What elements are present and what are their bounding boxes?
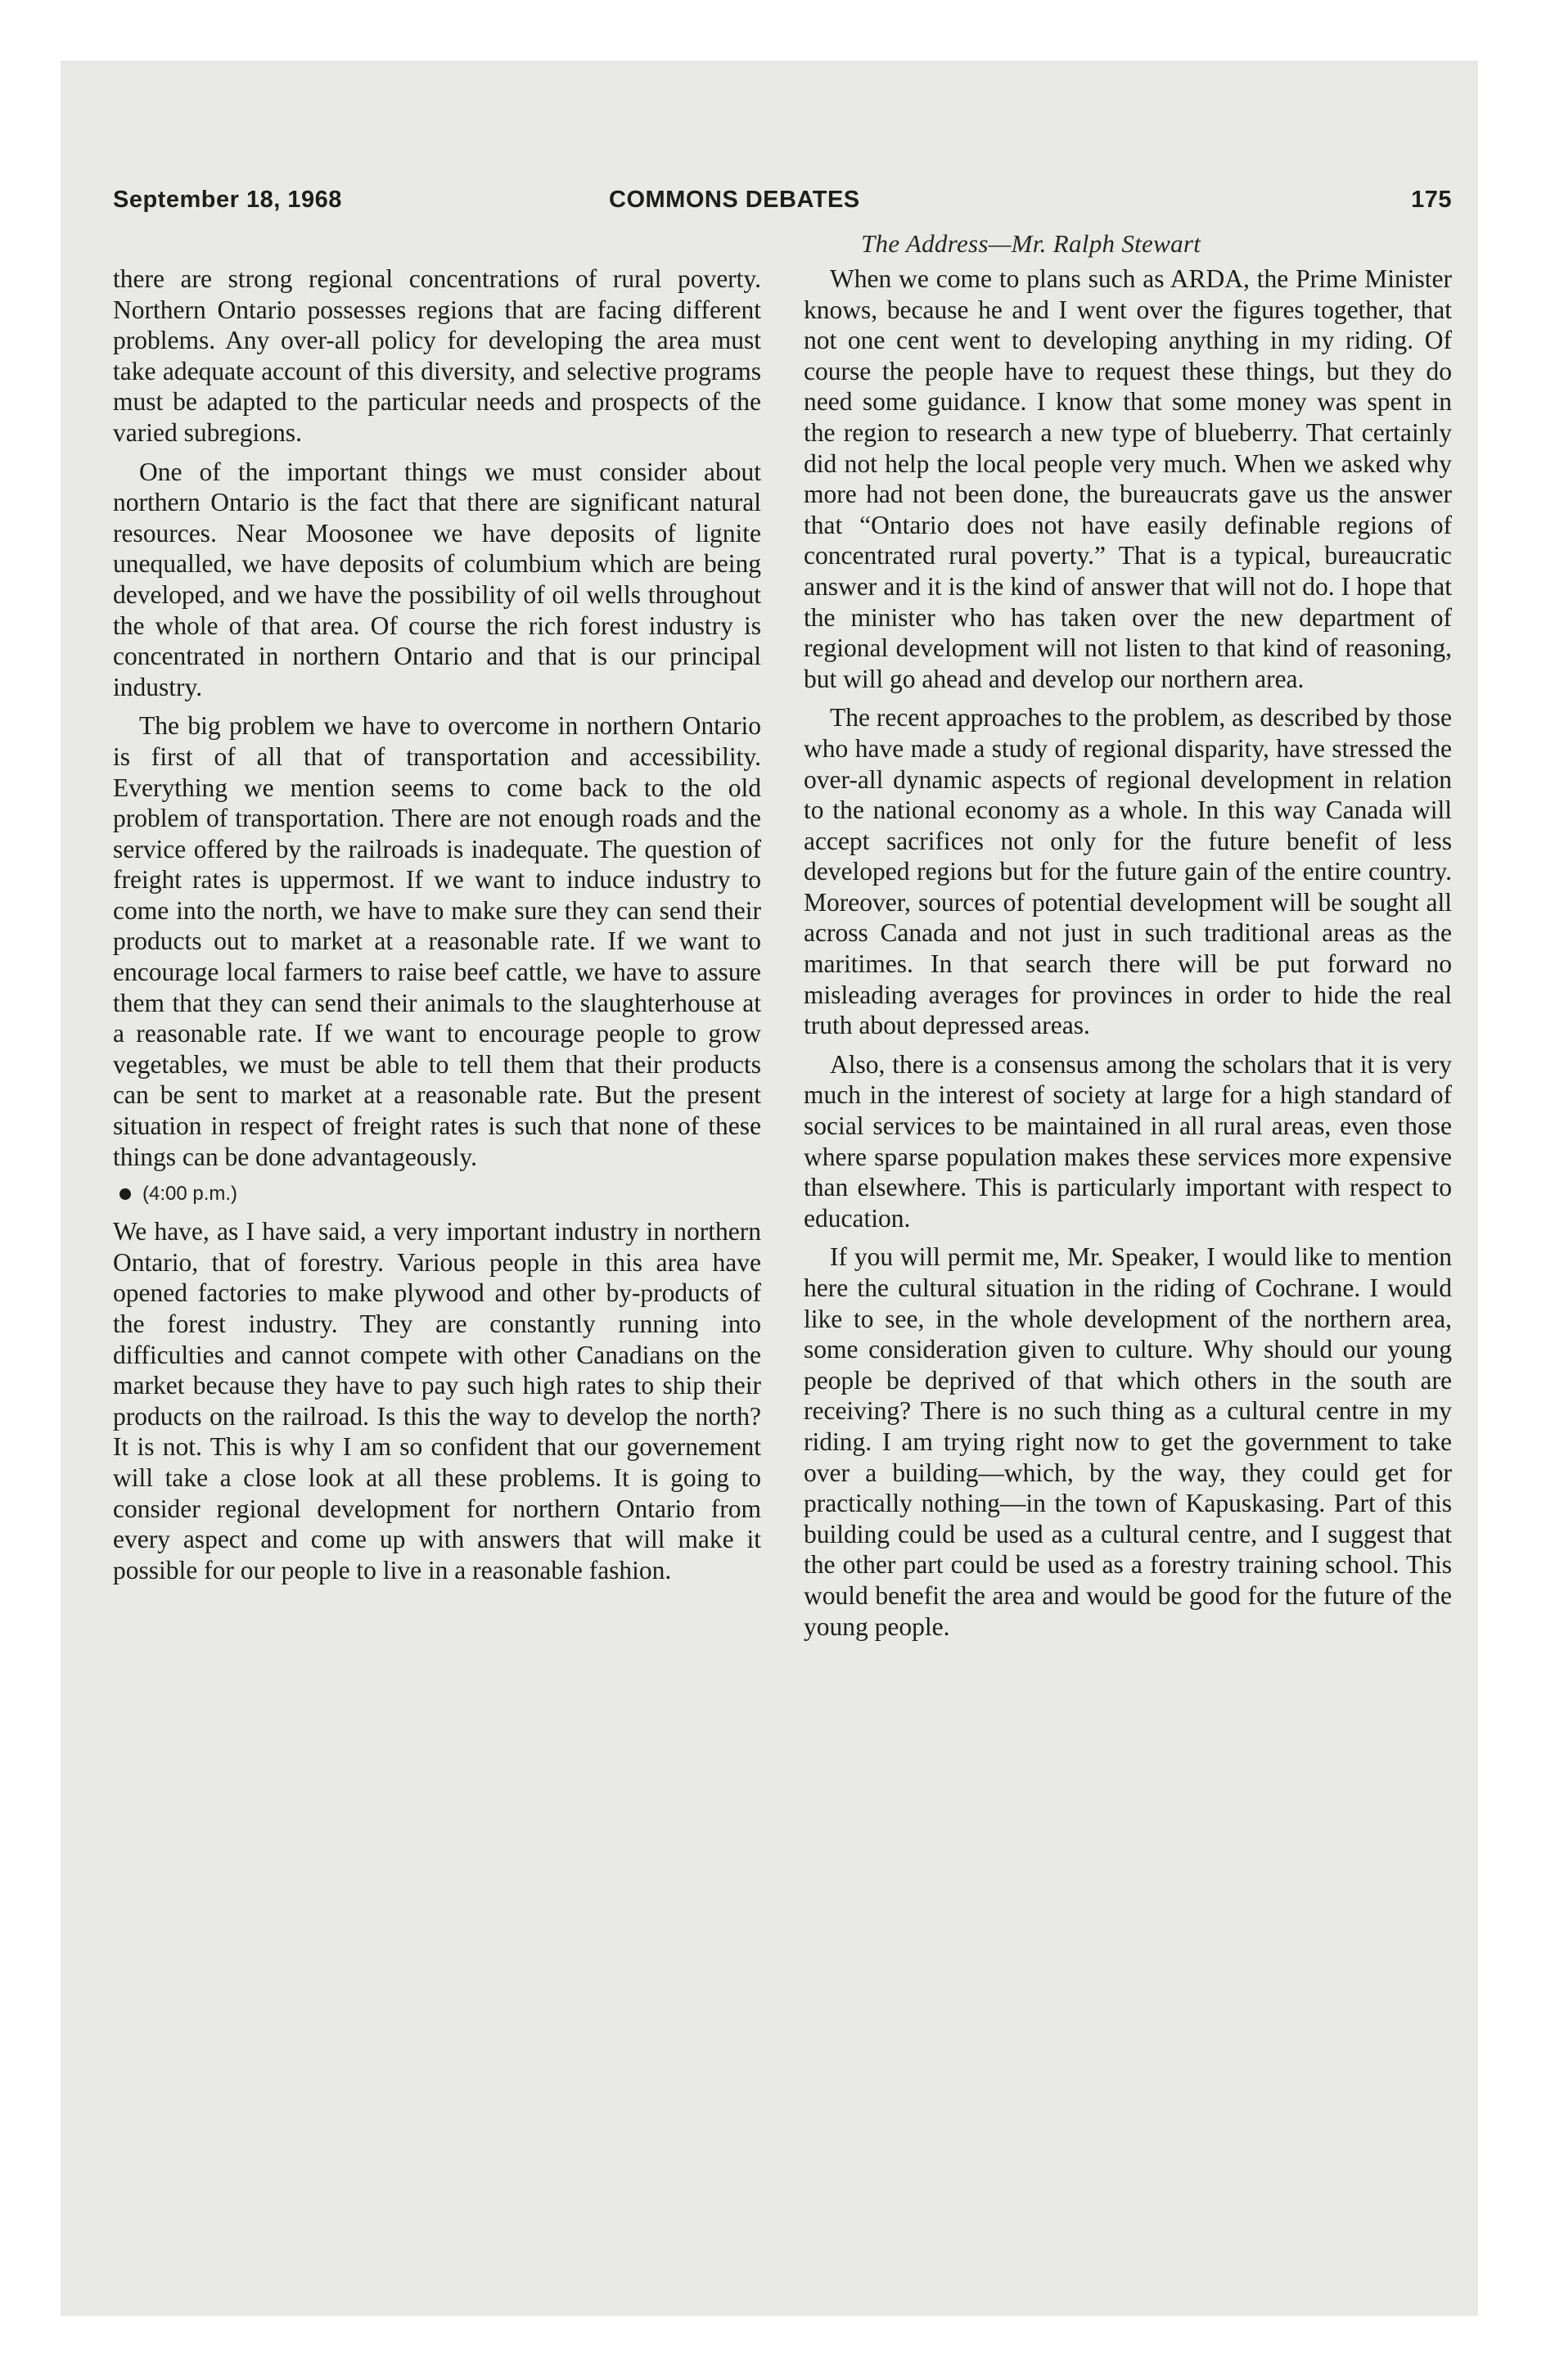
running-head: The Address—Mr. Ralph Stewart bbox=[861, 229, 1201, 258]
left-paragraph-2: One of the important things we must consider about northern Ontario is the fact that there are significant natural resources. Near Moosonee we have deposits of lignite unequalled, we have deposits of columbium which are being developed, and we have the possibility of oil wells throughout the whole of that area. Of course the rich forest industry is concentrated in northern Ontario and that is our principal industry. bbox=[113, 457, 761, 701]
header-date: September 18, 1968 bbox=[113, 187, 342, 213]
left-paragraph-1: there are strong regional concentrations of rural poverty. Northern Ontario possesses regions that are facing different problems. Any over-all policy for developing the area must take adequate account of this diversity, and selective programs must be adapted to the particular needs and prospects of the varied subregions. bbox=[113, 264, 761, 447]
right-column bbox=[804, 264, 1452, 1642]
bullet-icon bbox=[119, 1188, 131, 1200]
page-header bbox=[113, 187, 1452, 224]
time-marker-text: (4:00 p.m.) bbox=[142, 1183, 238, 1206]
right-paragraph-4: If you will permit me, Mr. Speaker, I would like to mention here the cultural situation in the riding of Cochrane. I would like to see, in the whole development of the northern area, some consideration given to culture. Why should our young people be deprived of that which others in the south are receiving? There is no such thing as a cultural centre in my riding. I am trying right now to get the government to take over a building—which, by the way, they could get for practically nothing—in the town of Kapuskasing. Part of this building could be used as a cultural centre, and I suggest that the other part could be used as a forestry training school. This would benefit the area and would be good for the future of the young people. bbox=[804, 1242, 1452, 1641]
page-number: 175 bbox=[1411, 187, 1452, 213]
left-column bbox=[113, 264, 761, 1585]
time-marker bbox=[113, 1180, 761, 1208]
right-paragraph-3: Also, there is a consensus among the scholars that it is very much in the interest of society at large for a high standard of social services to be maintained in all rural areas, even those where sparse population makes these services more expensive than elsewhere. This is particularly important with respect to education. bbox=[804, 1049, 1452, 1233]
left-paragraph-4: We have, as I have said, a very important industry in northern Ontario, that of forestry. Various people in this area have opened factories to make plywood and other by-products of the forest industry. They are constantly running into difficulties and cannot compete with other Canadians on the market because they have to pay such high rates to ship their products on the railroad. Is this the way to develop the north? It is not. This is why I am so confident that our governement will take a close look at all these problems. It is going to consider regional development for northern Ontario from every aspect and come up with answers that will make it possible for our people to live in a reasonable fashion. bbox=[113, 1217, 761, 1584]
right-paragraph-1: When we come to plans such as ARDA, the Prime Minister knows, because he and I went over the figures together, that not one cent went to developing anything in my riding. Of course the people have to request these things, but they do need some guidance. I know that some money was spent in the region to research a new type of blueberry. That certainly did not help the local people very much. When we asked why more had not been done, the bureaucrats gave us the answer that “Ontario does not have easily definable regions of concentrated rural poverty.” That is a typical, bureaucratic answer and it is the kind of answer that will not do. I hope that the minister who has taken over the new department of regional development will not listen to that kind of reasoning, but will go ahead and develop our northern area. bbox=[804, 264, 1452, 693]
header-title: COMMONS DEBATES bbox=[609, 187, 860, 213]
right-paragraph-2: The recent approaches to the problem, as described by those who have made a study of regional disparity, have stressed the over-all dynamic aspects of regional development in relation to the national economy as a whole. In this way Canada will accept sacrifices not only for the future benefit of less developed regions but for the future gain of the entire country. Moreover, sources of potential development will be sought all across Canada and not just in such traditional areas as the maritimes. In that search there will be put forward no misleading averages for provinces in order to hide the real truth about depressed areas. bbox=[804, 703, 1452, 1040]
left-paragraph-3: The big problem we have to overcome in northern Ontario is first of all that of transportation and accessibility. Everything we mention seems to come back to the old problem of transportation. There are not enough roads and the service offered by the railroads is inadequate. The question of freight rates is uppermost. If we want to induce industry to come into the north, we have to make sure they can send their products out to market at a reasonable rate. If we want to encourage local farmers to raise beef cattle, we have to assure them that they can send their animals to the slaughterhouse at a reasonable rate. If we want to encourage people to grow vegetables, we must be able to tell them that their products can be sent to market at a reasonable rate. But the present situation in respect of freight rates is such that none of these things can be done advantageously. bbox=[113, 711, 761, 1171]
